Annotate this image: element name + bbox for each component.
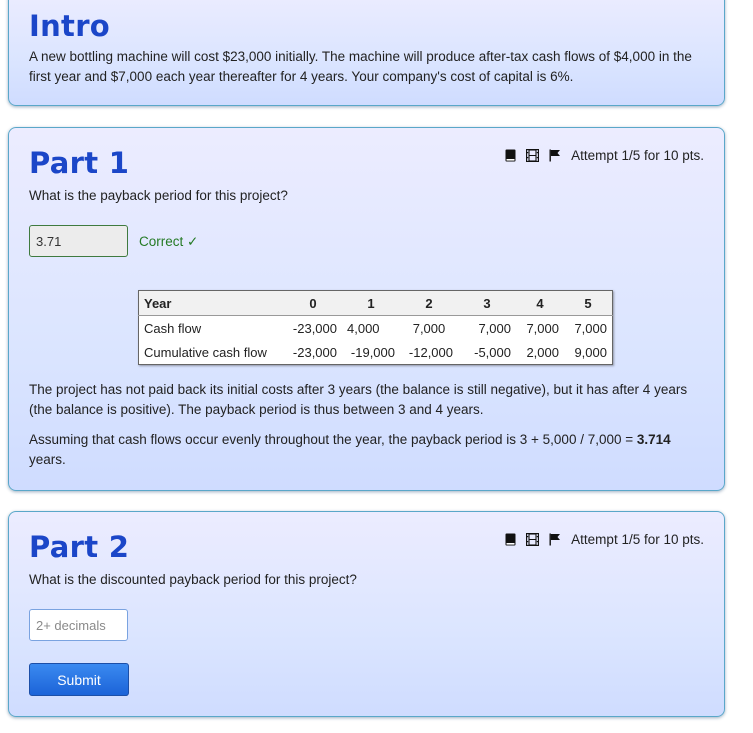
book-icon[interactable] xyxy=(505,533,516,546)
table-row-label: Cumulative cash flow xyxy=(144,344,267,360)
film-icon[interactable] xyxy=(526,149,539,162)
flag-icon[interactable] xyxy=(549,149,561,162)
submit-button[interactable]: Submit xyxy=(29,663,129,696)
book-icon[interactable] xyxy=(505,149,516,162)
table-header-col: 2 xyxy=(400,291,458,316)
film-icon[interactable] xyxy=(526,533,539,546)
table-row xyxy=(139,340,613,365)
table-cell: 7,000 xyxy=(412,320,446,336)
table-cell: 7,000 xyxy=(526,320,559,336)
part2-card xyxy=(8,511,725,717)
table-cell: -12,000 xyxy=(408,344,453,360)
explanation-text: Assuming that cash flows occur evenly throughout the year, the payback period is 3 + 5,000 / 7,000 = xyxy=(29,432,637,447)
table-header-col: 4 xyxy=(516,291,564,316)
intro-card xyxy=(8,0,725,106)
table-cell: 7,000 xyxy=(478,320,511,336)
part2-attempt-bar xyxy=(505,532,704,547)
table-header-year: Year xyxy=(139,291,285,316)
explanation-text: years. xyxy=(29,452,66,467)
table-header-col: 5 xyxy=(564,291,613,316)
cash-flow-table xyxy=(138,290,613,365)
table-header-col: 3 xyxy=(458,291,516,316)
table-header-col: 0 xyxy=(284,291,342,316)
part1-answer-field: 3.71 xyxy=(29,225,128,257)
intro-text: A new bottling machine will cost $23,000 initially. The machine will produce after-tax cash flows of $4,000 in the first year and $7,000 each year thereafter for 4 years. Your company's cost of capital is 6%. xyxy=(29,49,692,84)
part2-answer-input[interactable] xyxy=(29,609,128,641)
table-header-col: 1 xyxy=(342,291,400,316)
table-row-label: Cash flow xyxy=(144,320,202,336)
flag-icon[interactable] xyxy=(549,533,561,546)
part1-attempt-bar xyxy=(505,148,704,163)
part2-attempt-text: Attempt 1/5 for 10 pts. xyxy=(571,532,704,547)
table-cell: -19,000 xyxy=(350,344,395,360)
table-cell: 9,000 xyxy=(574,344,607,360)
part1-feedback: Correct ✓ xyxy=(139,234,199,249)
part2-question: What is the discounted payback period for this project? xyxy=(29,572,357,587)
table-cell: -23,000 xyxy=(292,344,337,360)
part1-attempt-text: Attempt 1/5 for 10 pts. xyxy=(571,148,704,163)
table-cell: -23,000 xyxy=(292,320,337,336)
table-header-row xyxy=(139,291,613,316)
part1-question: What is the payback period for this project? xyxy=(29,188,288,203)
intro-title: Intro xyxy=(29,9,111,43)
table-cell: 7,000 xyxy=(574,320,607,336)
part2-title: Part 2 xyxy=(29,530,130,564)
table-row xyxy=(139,316,613,341)
part1-explanation-1: The project has not paid back its initial costs after 3 years (the balance is still negative), but it has after 4 years (the balance is positive). The payback period is thus between 3 and 4 years. xyxy=(29,382,688,417)
table-cell: 2,000 xyxy=(526,344,559,360)
part1-card xyxy=(8,127,725,491)
part1-explanation-2 xyxy=(29,430,709,470)
table-cell: 4,000 xyxy=(347,320,380,336)
table-cell: -5,000 xyxy=(474,344,511,360)
payback-result: 3.714 xyxy=(636,432,671,447)
part1-title: Part 1 xyxy=(29,146,130,180)
